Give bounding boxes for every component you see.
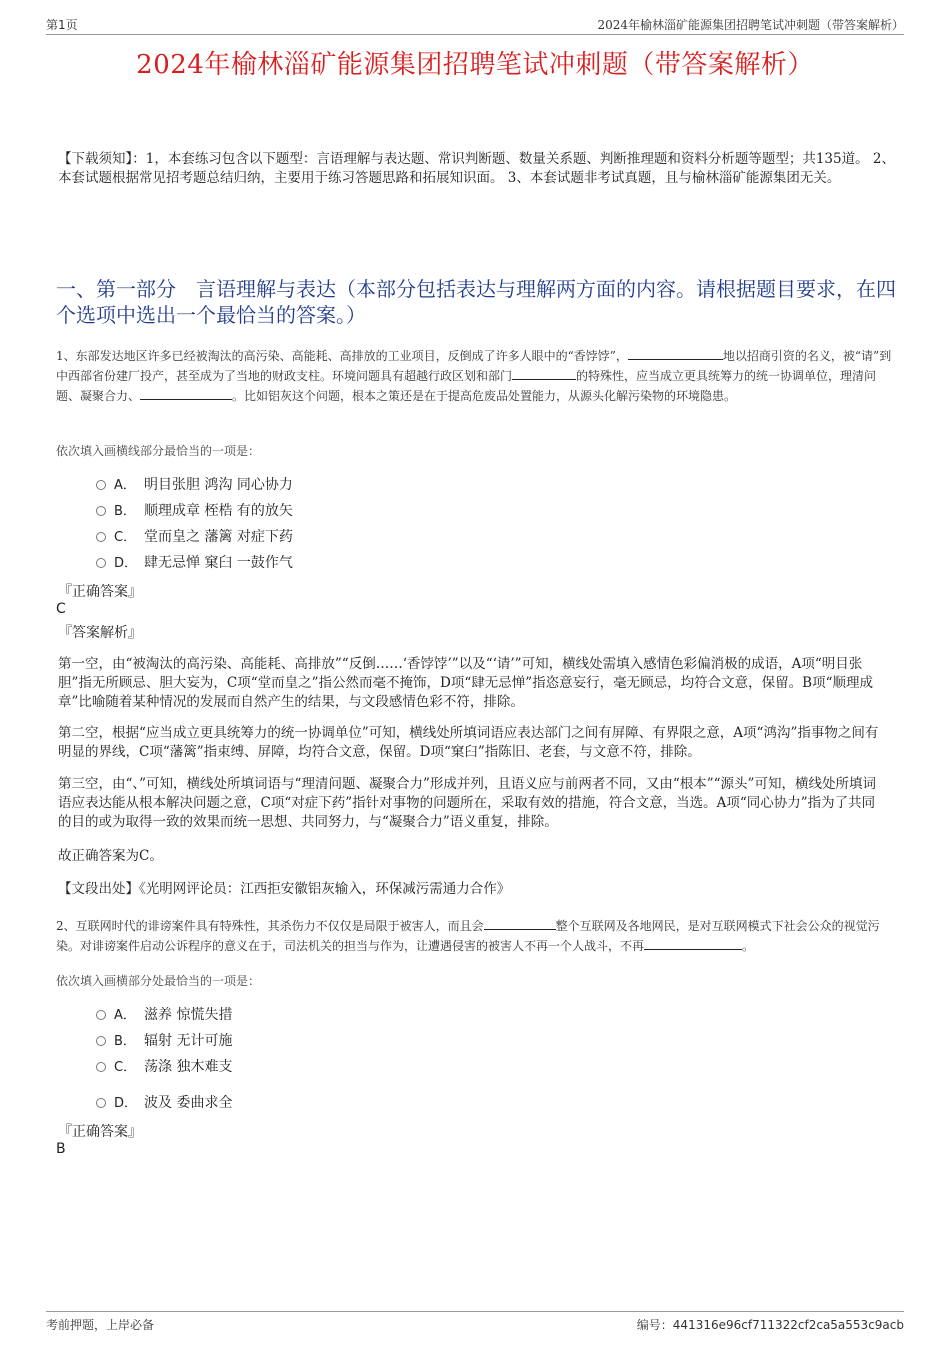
q2-answer: B (56, 1141, 66, 1157)
radio-icon[interactable] (96, 1098, 106, 1108)
blank-2 (644, 937, 742, 950)
q2-answer-label: 『正确答案』 (58, 1124, 142, 1140)
q1-analysis-label: 『答案解析』 (58, 625, 142, 641)
footer-slogan: 考前押题，上岸必备 (46, 1318, 155, 1332)
q1-answer-label: 『正确答案』 (58, 584, 142, 600)
q1-option-b[interactable]: B． 顺理成章 桎梏 有的放矢 (96, 501, 293, 521)
q1-option-d[interactable]: D． 肆无忌惮 窠臼 一鼓作气 (96, 553, 293, 573)
q1-conclusion: 故正确答案为C。 (58, 848, 163, 864)
blank-1 (484, 917, 556, 930)
blank-1 (628, 347, 723, 360)
radio-icon[interactable] (96, 558, 106, 568)
footer-code: 编号：441316e96cf711322cf2ca5a553c9acb (636, 1318, 904, 1332)
q1-option-c[interactable]: C． 堂而皇之 藩篱 对症下药 (96, 527, 293, 547)
page-number: 第1页 (46, 18, 78, 32)
radio-icon[interactable] (96, 532, 106, 542)
header-doc-title: 2024年榆林淄矿能源集团招聘笔试冲刺题（带答案解析） (597, 18, 904, 32)
question-2-prompt: 依次填入画横部分处最恰当的一项是： (56, 974, 261, 988)
radio-icon[interactable] (96, 1010, 106, 1020)
section-title: 一、第一部分 言语理解与表达（本部分包括表达与理解两方面的内容。请根据题目要求，在四个选项中选出一个最恰当的答案。） (56, 277, 896, 327)
question-2-stem: 2、互联网时代的诽谤案件具有特殊性，其杀伤力不仅仅是局限于被害人，而且会 整个互联网及各地网民，是对互联网模式下社会公众的视觉污染。对诽谤案件启动公诉程序的意义在于，司法机关的担当与作为，让遭遇侵害的被害人不再一个人战斗，不再 。 (56, 919, 880, 953)
q2-option-d[interactable]: D． 波及 委曲求全 (96, 1093, 232, 1113)
q1-explanation-1: 第一空，由“被淘汰的高污染、高能耗、高排放”“反倒……‘香饽饽’”以及“‘请’”可知，横线处需填入感情色彩偏消极的成语，A项“明目张胆”指无所顾忌、胆大妄为，C项“堂而皇之”指公然而毫不掩饰，D项“肆无忌惮”指恣意妄行，毫无顾忌，均符合文意，保留。B项“顺理成章”比喻随着某种情况的发展而自然产生的结果，与文段感情色彩不符，排除。 (58, 656, 873, 710)
q1-explanation-3: 第三空，由“、”可知，横线处所填词语与“理清问题、凝聚合力”形成并列，且语义应与前两者不同，又由“根本”“源头”可知，横线处所填词语应表达能从根本解决问题之意，C项“对症下药”指针对事物的问题所在，采取有效的措施，符合文意，当选。A项“同心协力”指为了共同的目的或为取得一致的效果而统一思想、共同努力，与“凝聚合力”语义重复，排除。 (58, 776, 876, 830)
q1-source: 【文段出处】《光明网评论员：江西拒安徽铝灰输入，环保减污需通力合作》 (58, 881, 511, 897)
radio-icon[interactable] (96, 506, 106, 516)
q2-option-a[interactable]: A． 滋养 惊慌失措 (96, 1005, 232, 1025)
question-1-stem: 1、东部发达地区许多已经被淘汰的高污染、高能耗、高排放的工业项目，反倒成了许多人眼中的“香饽饽”， 地以招商引资的名义，被“请”到中西部省份建厂投产，甚至成为了当地的财政支柱。环境问题具有超越行政区划和部门 的特殊性，应当成立更具统筹力的统一协调单位，理清问题、凝聚合力、 。比如铝灰这个问题，根本之策还是在于提高危废品处置能力，从源头化解污染物的环境隐患。 (56, 349, 892, 403)
q2-option-c[interactable]: C． 荡涤 独木难支 (96, 1057, 232, 1077)
radio-icon[interactable] (96, 1062, 106, 1072)
document-title: 2024年榆林淄矿能源集团招聘笔试冲刺题（带答案解析） (136, 50, 814, 80)
page-footer (46, 1311, 904, 1332)
q1-option-a[interactable]: A． 明目张胆 鸿沟 同心协力 (96, 475, 293, 495)
radio-icon[interactable] (96, 480, 106, 490)
q2-option-b[interactable]: B． 辐射 无计可施 (96, 1031, 232, 1051)
blank-2 (512, 367, 576, 380)
page-header (46, 14, 904, 35)
blank-3 (140, 387, 232, 400)
q1-answer: C (56, 601, 66, 617)
radio-icon[interactable] (96, 1036, 106, 1046)
q1-explanation-2: 第二空，根据“应当成立更具统筹力的统一协调单位”可知，横线处所填词语应表达部门之间有屏障、有界限之意，A项“鸿沟”指事物之间有明显的界线，C项“藩篱”指束缚、屏障，均符合文意，保留。D项“窠臼”指陈旧、老套，与文意不符，排除。 (58, 725, 879, 760)
download-notice: 【下载须知】：1，本套练习包含以下题型：言语理解与表达题、常识判断题、数量关系题、判断推理题和资料分析题等题型；共135道。 2、本套试题根据常见招考题总结归纳，主要用于练习答题思路和拓展知识面。 3、本套试题非考试真题，且与榆林淄矿能源集团无关。 (58, 151, 895, 186)
question-1-prompt: 依次填入画横线部分最恰当的一项是： (56, 444, 261, 458)
